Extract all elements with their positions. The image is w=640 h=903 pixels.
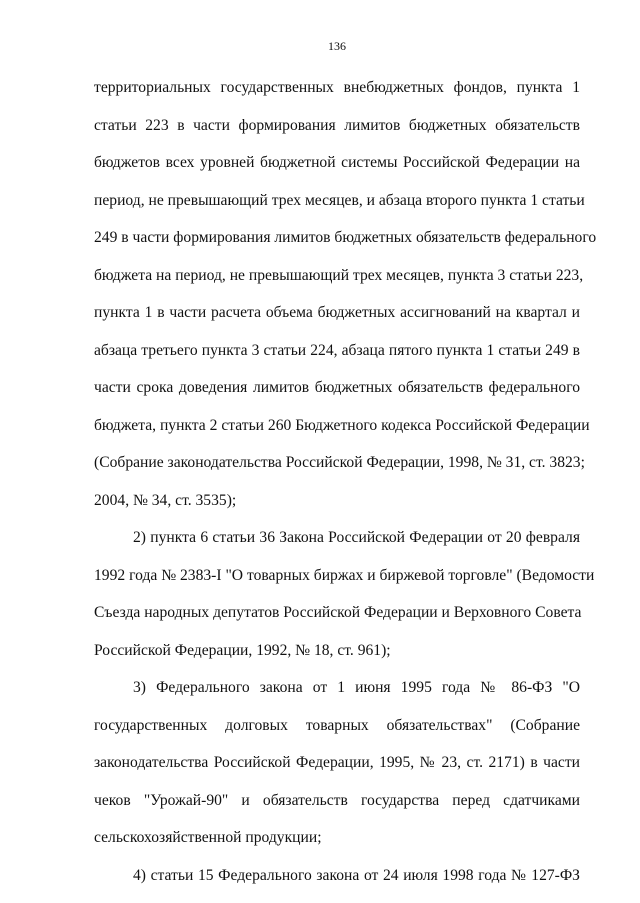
document-body (94, 78, 580, 903)
text-line: сельскохозяйственной продукции; (94, 828, 580, 866)
text-line: бюджетов всех уровней бюджетной системы Российской Федерации на (94, 153, 580, 191)
text-line: чеков "Урожай-90" и обязательств государства перед сдатчиками (94, 791, 580, 829)
text-line: пункта 1 в части расчета объема бюджетных ассигнований на квартал и (94, 303, 580, 341)
text-line: бюджета на период, не превышающий трех месяцев, пункта 3 статьи 223, (94, 266, 580, 304)
text-line: 4) статьи 15 Федерального закона от 24 июля 1998 года № 127-ФЗ (94, 866, 580, 903)
text-line: Российской Федерации, 1992, № 18, ст. 961); (94, 641, 580, 679)
text-line: Съезда народных депутатов Российской Федерации и Верховного Совета (94, 603, 580, 641)
paragraph-continuation (94, 78, 580, 528)
paragraph-item-3 (94, 678, 580, 866)
page-number: 136 (0, 38, 640, 54)
text-line: части срока доведения лимитов бюджетных обязательств федерального (94, 378, 580, 416)
text-line: бюджета, пункта 2 статьи 260 Бюджетного кодекса Российской Федерации (94, 416, 580, 454)
text-line: (Собрание законодательства Российской Федерации, 1998, № 31, ст. 3823; (94, 453, 580, 491)
paragraph-item-4 (94, 866, 580, 903)
text-line: 1992 года № 2383-I "О товарных биржах и биржевой торговле" (Ведомости (94, 566, 580, 604)
text-line: 2004, № 34, ст. 3535); (94, 491, 580, 529)
text-line: статьи 223 в части формирования лимитов бюджетных обязательств (94, 116, 580, 154)
text-line: государственных долговых товарных обязательствах" (Собрание (94, 716, 580, 754)
text-line: 249 в части формирования лимитов бюджетных обязательств федерального (94, 228, 580, 266)
text-line: период, не превышающий трех месяцев, и абзаца второго пункта 1 статьи (94, 191, 580, 229)
text-line: 2) пункта 6 статьи 36 Закона Российской Федерации от 20 февраля (94, 528, 580, 566)
paragraph-item-2 (94, 528, 580, 678)
text-line: 3) Федерального закона от 1 июня 1995 года № 86-ФЗ "О (94, 678, 580, 716)
text-line: абзаца третьего пункта 3 статьи 224, абзаца пятого пункта 1 статьи 249 в (94, 341, 580, 379)
text-line: территориальных государственных внебюджетных фондов, пункта 1 (94, 78, 580, 116)
text-line: законодательства Российской Федерации, 1995, № 23, ст. 2171) в части (94, 753, 580, 791)
